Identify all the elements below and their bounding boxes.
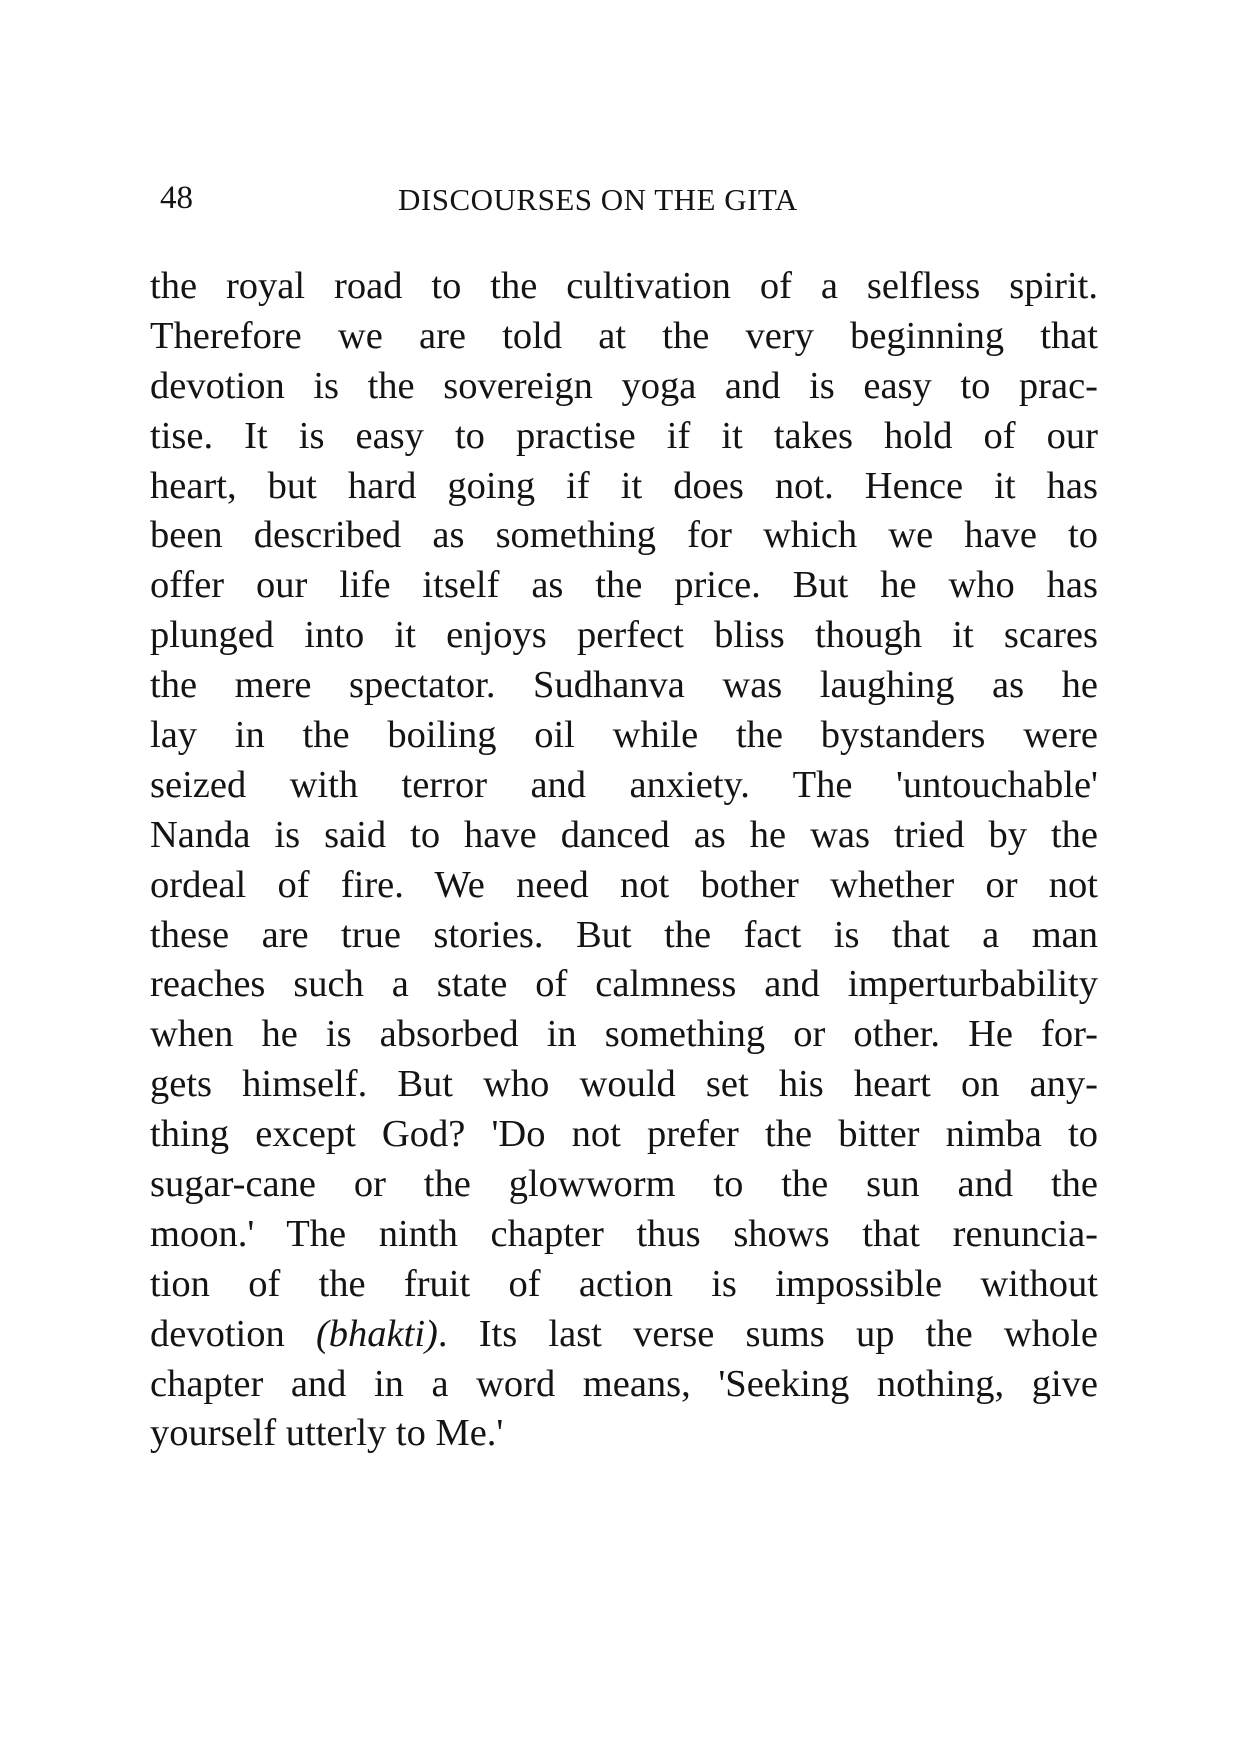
text-line: Therefore we are told at the very beginning that: [150, 314, 1098, 357]
text-line: tise. It is easy to practise if it takes hold of our: [150, 414, 1098, 457]
text-line: the royal road to the cultivation of a selfless spirit.: [150, 265, 1098, 307]
text-line: ordeal of fire. We need not bother whether or not: [150, 863, 1098, 906]
text-line: moon.' The ninth chapter thus shows that renuncia-: [150, 1212, 1098, 1255]
page-header: [160, 178, 960, 228]
text-line: when he is absorbed in something or other. He for-: [150, 1013, 1098, 1056]
running-head: DISCOURSES ON THE GITA: [398, 182, 798, 217]
text-line: Nanda is said to have danced as he was tried by the: [150, 813, 1098, 856]
text-line: the mere spectator. Sudhanva was laughing as he: [150, 664, 1098, 707]
text-line: been described as something for which we have to: [150, 514, 1098, 557]
text-line-with-italic: [150, 1310, 1098, 1360]
body-text: [150, 262, 1098, 1459]
text-line: chapter and in a word means, 'Seeking nothing, give: [150, 1362, 1098, 1405]
text-line: devotion is the sovereign yoga and is easy to prac-: [150, 364, 1098, 407]
text-line-last: yourself utterly to Me.': [150, 1412, 504, 1455]
text-fragment: . Its last verse sums up the whole: [437, 1312, 1099, 1355]
text-line: heart, but hard going if it does not. Hence it has: [150, 464, 1098, 507]
text-line: plunged into it enjoys perfect bliss though it scares: [150, 614, 1098, 657]
text-fragment: devotion: [150, 1312, 316, 1355]
text-line: tion of the fruit of action is impossible without: [150, 1262, 1098, 1305]
italic-term: (bhakti): [315, 1312, 438, 1355]
page-number: 48: [160, 180, 193, 216]
text-line: lay in the boiling oil while the bystanders were: [150, 714, 1098, 757]
text-line: sugar-cane or the glowworm to the sun and the: [150, 1163, 1098, 1206]
text-line: these are true stories. But the fact is that a man: [150, 913, 1098, 956]
text-line: seized with terror and anxiety. The 'untouchable': [150, 763, 1098, 806]
text-line: offer our life itself as the price. But he who has: [150, 564, 1098, 607]
text-line: gets himself. But who would set his heart on any-: [150, 1063, 1098, 1106]
text-line: reaches such a state of calmness and imperturbability: [150, 963, 1098, 1006]
text-line: thing except God? 'Do not prefer the bitter nimba to: [150, 1113, 1098, 1156]
